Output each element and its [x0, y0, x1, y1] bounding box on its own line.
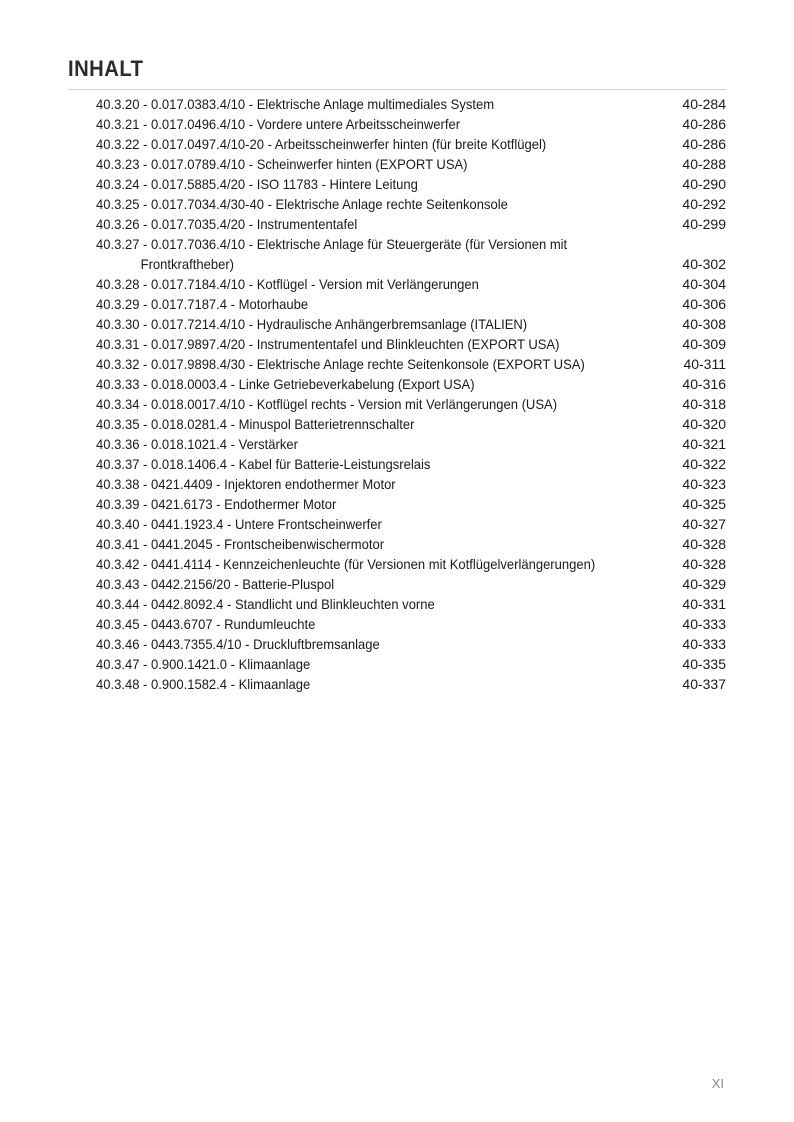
- toc-entry-page: 40-323: [682, 476, 726, 492]
- toc-entry-title: [96, 654, 635, 674]
- toc-entry-title: [96, 474, 635, 494]
- toc-entry-title-text: 40.3.27 - 0.017.7036.4/10 - Elektrische Anlage für Steuergeräte (für Versionen mit: [96, 236, 568, 252]
- toc-entry[interactable]: [96, 474, 726, 494]
- toc-entry-page: 40-306: [682, 296, 726, 312]
- toc-entry[interactable]: [96, 334, 726, 354]
- toc-entry-page: 40-329: [682, 576, 726, 592]
- toc-entry[interactable]: [96, 574, 726, 594]
- toc-entry-page: 40-316: [682, 376, 726, 392]
- toc-entry-title-text: 40.3.20 - 0.017.0383.4/10 - Elektrische Anlage multimediales System: [96, 96, 495, 112]
- toc-entry-title-text: 40.3.37 - 0.018.1406.4 - Kabel für Batterie-Leistungsrelais: [96, 456, 431, 472]
- toc-entry-title-text: 40.3.43 - 0442.2156/20 - Batterie-Pluspol: [96, 576, 335, 592]
- toc-entry[interactable]: [96, 374, 726, 394]
- toc-entry-page: 40-318: [682, 396, 726, 412]
- toc-entry-page: 40-308: [682, 316, 726, 332]
- toc-entry-page: 40-333: [682, 616, 726, 632]
- toc-entry-page: 40-337: [682, 676, 726, 692]
- toc-entry-title-text: 40.3.25 - 0.017.7034.4/30-40 - Elektrische Anlage rechte Seitenkonsole: [96, 196, 508, 212]
- toc-entry-title: [96, 574, 635, 594]
- toc-entry-title-text: 40.3.36 - 0.018.1021.4 - Verstärker: [96, 436, 298, 452]
- page-title: INHALT: [68, 56, 144, 81]
- toc-entry-title-text: 40.3.30 - 0.017.7214.4/10 - Hydraulische Anhängerbremsanlage (ITALIEN): [96, 316, 528, 332]
- toc-entry-page: 40-286: [682, 136, 726, 152]
- toc-entry-title: [96, 294, 635, 314]
- toc-entry-title: [96, 554, 635, 574]
- toc-entry-title-text: 40.3.47 - 0.900.1421.0 - Klimaanlage: [96, 656, 311, 672]
- toc-entry-title-text: 40.3.42 - 0441.4114 - Kennzeichenleuchte (für Versionen mit Kotflügelverlängerungen): [96, 556, 596, 572]
- toc-entry-title: [96, 594, 635, 614]
- toc-entry-page: 40-320: [682, 416, 726, 432]
- toc-entry[interactable]: [96, 534, 726, 554]
- toc-entry-page: 40-331: [682, 596, 726, 612]
- toc-entry-page: 40-328: [682, 556, 726, 572]
- toc-entry[interactable]: [96, 634, 726, 654]
- toc-entry-page: 40-328: [682, 536, 726, 552]
- toc-entry-title: [96, 534, 635, 554]
- toc-entry[interactable]: [96, 354, 726, 374]
- toc-entry-title-text: 40.3.44 - 0442.8092.4 - Standlicht und Blinkleuchten vorne: [96, 596, 435, 612]
- toc-entry[interactable]: [96, 434, 726, 454]
- toc-entry-title-text: 40.3.22 - 0.017.0497.4/10-20 - Arbeitsscheinwerfer hinten (für breite Kotflügel): [96, 136, 547, 152]
- toc-entry-title-text: 40.3.29 - 0.017.7187.4 - Motorhaube: [96, 296, 309, 312]
- toc-entry-page: 40-309: [682, 336, 726, 352]
- toc-entry-title: [96, 494, 635, 514]
- toc-entry-title-text: 40.3.41 - 0441.2045 - Frontscheibenwischermotor: [96, 536, 385, 552]
- toc-entry-title-text: 40.3.46 - 0443.7355.4/10 - Druckluftbremsanlage: [96, 636, 380, 652]
- toc-entry-title: [96, 94, 635, 114]
- toc-entry-page: 40-311: [683, 356, 726, 372]
- table-of-contents: [96, 94, 726, 694]
- toc-entry-title: [96, 154, 635, 174]
- toc-entry-title: [96, 674, 635, 694]
- toc-entry-page: 40-333: [682, 636, 726, 652]
- toc-entry[interactable]: [96, 314, 726, 334]
- toc-entry-page: 40-304: [682, 276, 726, 292]
- toc-entry[interactable]: [96, 294, 726, 314]
- toc-entry-title: [96, 234, 635, 274]
- toc-entry-title-text: 40.3.48 - 0.900.1582.4 - Klimaanlage: [96, 676, 311, 692]
- toc-entry[interactable]: [96, 234, 726, 274]
- toc-entry[interactable]: [96, 154, 726, 174]
- toc-entry[interactable]: [96, 94, 726, 114]
- toc-entry-title: [96, 114, 635, 134]
- toc-entry[interactable]: [96, 214, 726, 234]
- toc-entry-page: 40-299: [682, 216, 726, 232]
- toc-entry-title: [96, 134, 635, 154]
- toc-entry-title: [96, 514, 635, 534]
- toc-entry-page: 40-335: [682, 656, 726, 672]
- toc-entry-page: 40-286: [682, 116, 726, 132]
- toc-entry-title: [96, 614, 635, 634]
- toc-entry-title-text: 40.3.39 - 0421.6173 - Endothermer Motor: [96, 496, 337, 512]
- toc-entry-title-text: 40.3.45 - 0443.6707 - Rundumleuchte: [96, 616, 316, 632]
- toc-entry-page: 40-322: [682, 456, 726, 472]
- toc-entry-page: 40-327: [682, 516, 726, 532]
- toc-entry[interactable]: [96, 174, 726, 194]
- toc-entry[interactable]: [96, 514, 726, 534]
- toc-entry[interactable]: [96, 674, 726, 694]
- title-divider: [68, 89, 726, 90]
- toc-entry-title-text: 40.3.32 - 0.017.9898.4/30 - Elektrische Anlage rechte Seitenkonsole (EXPORT USA): [96, 356, 585, 372]
- toc-entry-title: [96, 454, 635, 474]
- toc-entry-title-text: 40.3.35 - 0.018.0281.4 - Minuspol Batterietrennschalter: [96, 416, 415, 432]
- toc-entry-title-text: 40.3.31 - 0.017.9897.4/20 - Instrumententafel und Blinkleuchten (EXPORT USA): [96, 336, 560, 352]
- toc-entry-title-text: 40.3.38 - 0421.4409 - Injektoren endothermer Motor: [96, 476, 396, 492]
- toc-entry-title: [96, 374, 635, 394]
- toc-entry[interactable]: [96, 414, 726, 434]
- toc-entry-title-text: 40.3.34 - 0.018.0017.4/10 - Kotflügel rechts - Version mit Verlängerungen (USA): [96, 396, 558, 412]
- toc-entry-page: 40-288: [682, 156, 726, 172]
- toc-entry-title: [96, 314, 635, 334]
- toc-entry-title: [96, 354, 635, 374]
- toc-entry[interactable]: [96, 594, 726, 614]
- toc-entry-page: 40-284: [682, 96, 726, 112]
- toc-entry[interactable]: [96, 454, 726, 474]
- toc-entry-title-continuation: Frontkraftheber): [140, 256, 234, 272]
- toc-entry-title-text: 40.3.28 - 0.017.7184.4/10 - Kotflügel - Version mit Verlängerungen: [96, 276, 479, 292]
- toc-entry-title-text: 40.3.24 - 0.017.5885.4/20 - ISO 11783 - Hintere Leitung: [96, 176, 418, 192]
- toc-entry-page: 40-290: [682, 176, 726, 192]
- toc-entry[interactable]: [96, 494, 726, 514]
- toc-entry[interactable]: [96, 194, 726, 214]
- toc-entry[interactable]: [96, 114, 726, 134]
- toc-entry[interactable]: [96, 654, 726, 674]
- toc-entry-title: [96, 634, 635, 654]
- toc-entry-title: [96, 434, 635, 454]
- toc-entry-title: [96, 194, 635, 214]
- toc-entry-title: [96, 174, 635, 194]
- page-number: XI: [711, 1076, 724, 1091]
- toc-entry[interactable]: [96, 134, 726, 154]
- toc-entry-title: [96, 394, 635, 414]
- toc-entry[interactable]: [96, 274, 726, 294]
- toc-entry-title-text: 40.3.33 - 0.018.0003.4 - Linke Getriebeverkabelung (Export USA): [96, 376, 475, 392]
- toc-entry-title: [96, 214, 635, 234]
- toc-entry[interactable]: [96, 614, 726, 634]
- toc-entry-title: [96, 414, 635, 434]
- toc-entry-title-text: 40.3.26 - 0.017.7035.4/20 - Instrumententafel: [96, 216, 358, 232]
- toc-entry[interactable]: [96, 394, 726, 414]
- toc-entry-title-text: 40.3.40 - 0441.1923.4 - Untere Frontscheinwerfer: [96, 516, 382, 532]
- toc-entry-page: 40-321: [682, 436, 726, 452]
- toc-entry-title-text: 40.3.23 - 0.017.0789.4/10 - Scheinwerfer hinten (EXPORT USA): [96, 156, 468, 172]
- toc-entry-title: [96, 334, 635, 354]
- toc-entry-page: 40-325: [682, 496, 726, 512]
- toc-entry-page: 40-302: [682, 256, 726, 272]
- toc-entry-title: [96, 274, 635, 294]
- toc-entry-page: 40-292: [682, 196, 726, 212]
- toc-entry[interactable]: [96, 554, 726, 574]
- toc-entry-title-text: 40.3.21 - 0.017.0496.4/10 - Vordere untere Arbeitsscheinwerfer: [96, 116, 461, 132]
